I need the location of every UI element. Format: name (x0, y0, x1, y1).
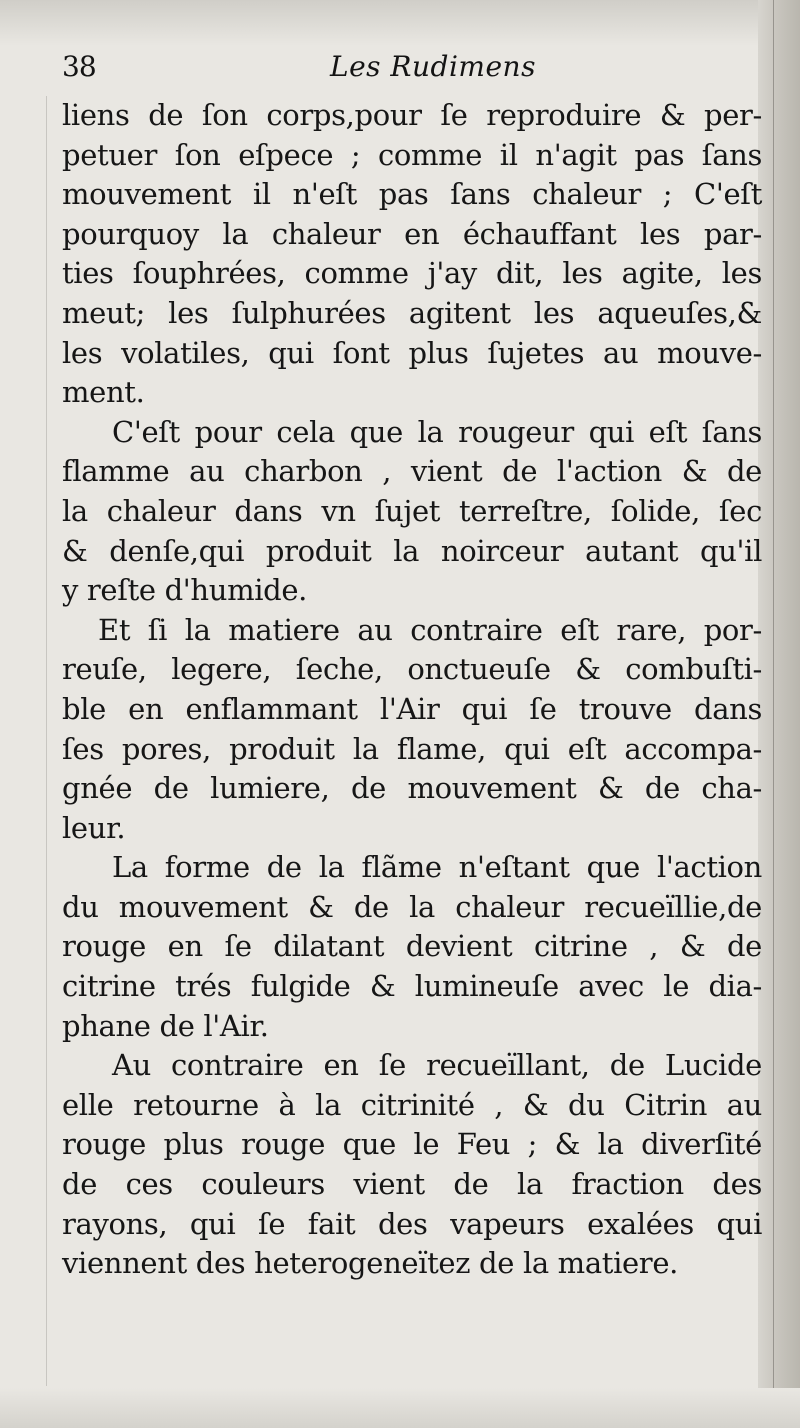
paragraph-4 (62, 848, 762, 1046)
text-line: liens de ſon corps,pour ſe reproduire & per- (62, 98, 762, 132)
text-line: ble en enflammant l'Air qui ſe trouve dans (62, 691, 762, 726)
text-line: ment. (62, 375, 145, 410)
text-line: reuſe, legere, ſeche, onctueuſe & combuſti- (62, 652, 762, 687)
page-number: 38 (62, 50, 96, 83)
text-line: ties ſouphrées, comme j'ay dit, les agite, les (62, 256, 762, 291)
left-margin-line (46, 96, 47, 1386)
text-line: pourquoy la chaleur en échauffant les par- (62, 216, 762, 251)
bottom-shadow (0, 1388, 800, 1428)
text-line: & denſe,qui produit la noirceur autant qu'il (62, 533, 762, 568)
text-line: leur. (62, 810, 126, 845)
text-line: la chaleur dans vn ſujet terreſtre, ſolide, ſec (62, 493, 762, 528)
paragraph-2 (62, 413, 762, 611)
text-line: phane de l'Air. (62, 1008, 269, 1043)
text-line: Et ſi la matiere au contraire eſt rare, por- (98, 612, 762, 647)
top-shadow (0, 0, 800, 46)
paragraph-3 (62, 611, 762, 849)
text-line: meut; les ſulphurées agitent les aqueuſes,& (62, 295, 762, 330)
text-line: les volatiles, qui ſont plus ſujetes au mouve- (62, 335, 762, 370)
page-header (60, 48, 760, 92)
paragraph-5 (62, 1046, 762, 1284)
text-line: rouge plus rouge que le Feu ; & la diverſité (62, 1127, 762, 1162)
text-line: C'eſt pour cela que la rougeur qui eſt ſans (112, 414, 762, 449)
page-gutter (758, 0, 800, 1428)
text-line: petuer ſon eſpece ; comme il n'agit pas ſans (62, 137, 762, 172)
text-line: elle retourne à la citrinité , & du Citrin au (62, 1087, 762, 1122)
text-line: mouvement il n'eſt pas ſans chaleur ; C'eſt (62, 177, 762, 212)
text-line: rayons, qui ſe fait des vapeurs exalées qui (62, 1206, 762, 1241)
paragraph-1 (62, 96, 762, 413)
text-line: du mouvement & de la chaleur recueïllie,de (62, 889, 762, 924)
text-line: La forme de la flãme n'eſtant que l'action (112, 850, 762, 885)
text-line: citrine trés fulgide & lumineuſe avec le dia- (62, 969, 762, 1004)
body-text (62, 96, 762, 1284)
text-line: ſes pores, produit la flame, qui eſt accompa- (62, 731, 762, 766)
text-line: y reſte d'humide. (62, 573, 308, 608)
gutter-line (773, 0, 774, 1428)
running-head: Les Rudimens (330, 50, 536, 83)
text-line: gnée de lumiere, de mouvement & de cha- (62, 771, 762, 806)
text-line: viennent des heterogeneïtez de la matiere. (62, 1246, 678, 1281)
text-line: rouge en ſe dilatant devient citrine , & de (62, 929, 762, 964)
text-line: Au contraire en ſe recueïllant, de Lucide (112, 1048, 762, 1083)
text-line: flamme au charbon , vient de l'action & de (62, 454, 762, 489)
text-line: de ces couleurs vient de la fraction des (62, 1167, 762, 1202)
